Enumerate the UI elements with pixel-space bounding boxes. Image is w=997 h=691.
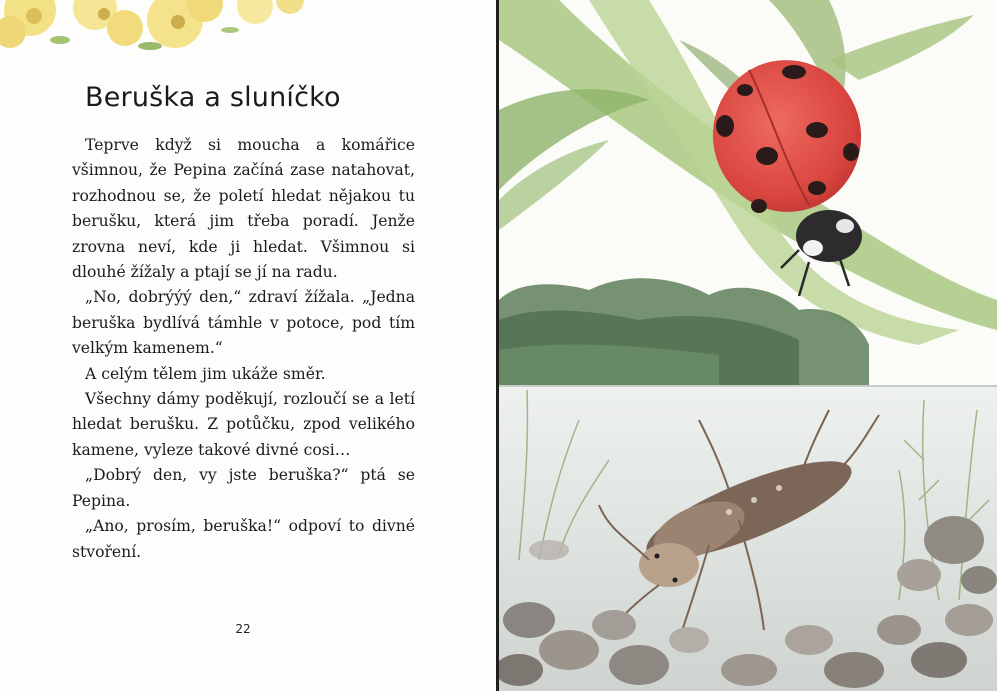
body-text	[72, 133, 415, 565]
paragraph: Teprve když si moucha a komářice všimnou, že Pepina začíná zase natahovat, rozhodnou se, že poletí hledat nějakou tu berušku, která jim třeba poradí. Jenže zrovna neví, kde ji hledat. Všimnou si dlouhé žížaly a ptají se jí na radu.	[72, 136, 415, 282]
page-number: 22	[235, 622, 251, 636]
paragraph: „Ano, prosím, beruška!“ odpoví to divné stvoření.	[72, 517, 415, 561]
paragraph: „No, dobrýýý den,“ zdraví žížala. „Jedna beruška bydlívá támhle v potoce, pod tím velkým kamenem.“	[72, 288, 415, 358]
paragraph: Všechny dámy poděkují, rozloučí se a letí hledat berušku. Z potůčku, zpod velikého kamene, vyleze takové divné cosi…	[72, 390, 415, 459]
paragraph: A celým tělem jim ukáže směr.	[85, 364, 326, 383]
chapter-title: Beruška a sluníčko	[85, 82, 341, 113]
flower-decoration	[0, 0, 320, 70]
ladybug-illustration	[499, 0, 997, 691]
left-page	[0, 0, 497, 691]
paragraph: „Dobrý den, vy jste beruška?“ ptá se Pepina.	[72, 466, 415, 510]
